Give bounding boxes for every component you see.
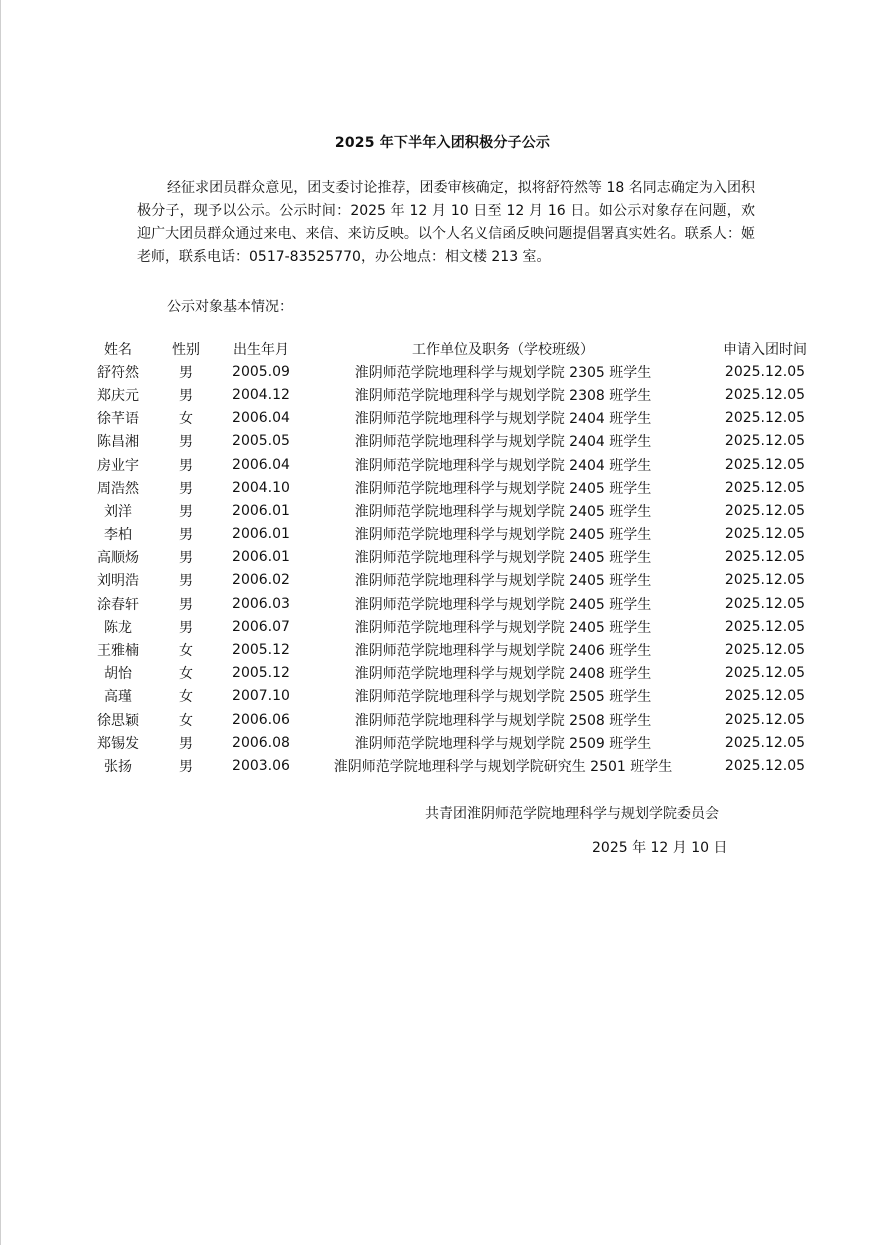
table-row [85, 430, 825, 453]
cell-unit: 淮阴师范学院地理科学与规划学院 2408 班学生 [354, 666, 652, 683]
cell-gender: 男 [179, 387, 193, 404]
cell-name: 房业宇 [97, 457, 139, 474]
cell-apply-date: 2025.12.05 [724, 549, 806, 566]
cell-unit: 淮阴师范学院地理科学与规划学院研究生 2501 班学生 [333, 758, 673, 775]
cell-apply-date: 2025.12.05 [724, 572, 806, 589]
cell-apply-date: 2025.12.05 [724, 711, 806, 728]
cell-gender: 女 [179, 712, 193, 729]
cell-gender: 男 [179, 527, 193, 544]
cell-apply-date: 2025.12.05 [724, 757, 806, 774]
cell-birth: 2007.10 [232, 688, 290, 705]
cell-birth: 2006.01 [232, 526, 290, 543]
cell-gender: 女 [179, 666, 193, 683]
cell-birth: 2004.10 [232, 479, 290, 496]
cell-birth: 2006.01 [232, 502, 290, 519]
header-unit: 工作单位及职务（学校班级） [412, 341, 594, 358]
cell-gender: 男 [179, 503, 193, 520]
table-row [85, 731, 825, 754]
cell-name: 郑庆元 [97, 387, 139, 404]
table-row [85, 638, 825, 661]
cell-name: 刘明浩 [97, 573, 139, 590]
cell-name: 王雅楠 [97, 643, 139, 660]
cell-birth: 2005.12 [232, 665, 290, 682]
table-row [85, 546, 825, 569]
table-row [85, 592, 825, 615]
cell-gender: 女 [179, 411, 193, 428]
cell-unit: 淮阴师范学院地理科学与规划学院 2405 班学生 [354, 550, 652, 567]
cell-name: 舒符然 [97, 364, 139, 381]
cell-apply-date: 2025.12.05 [724, 456, 806, 473]
signature-date: 2025 年 12 月 10 日 [592, 840, 728, 856]
table-row [85, 708, 825, 731]
cell-birth: 2006.01 [232, 549, 290, 566]
cell-gender: 女 [179, 689, 193, 706]
cell-birth: 2003.06 [232, 757, 290, 774]
cell-name: 李柏 [104, 527, 132, 544]
cell-name: 刘洋 [104, 503, 132, 520]
cell-unit: 淮阴师范学院地理科学与规划学院 2405 班学生 [354, 619, 652, 636]
cell-gender: 男 [179, 550, 193, 567]
cell-name: 高顺炀 [97, 550, 139, 567]
table-row [85, 685, 825, 708]
cell-gender: 男 [179, 758, 193, 775]
cell-gender: 女 [179, 643, 193, 660]
table-row [85, 569, 825, 592]
table-header-row [85, 337, 825, 360]
cell-apply-date: 2025.12.05 [724, 526, 806, 543]
cell-gender: 男 [179, 480, 193, 497]
cell-unit: 淮阴师范学院地理科学与规划学院 2406 班学生 [354, 643, 652, 660]
cell-unit: 淮阴师范学院地理科学与规划学院 2404 班学生 [354, 434, 652, 451]
cell-name: 涂春轩 [97, 596, 139, 613]
cell-gender: 男 [179, 596, 193, 613]
cell-unit: 淮阴师范学院地理科学与规划学院 2405 班学生 [354, 503, 652, 520]
cell-unit: 淮阴师范学院地理科学与规划学院 2405 班学生 [354, 596, 652, 613]
table-row [85, 360, 825, 383]
cell-unit: 淮阴师范学院地理科学与规划学院 2308 班学生 [354, 387, 652, 404]
cell-birth: 2006.02 [232, 572, 290, 589]
cell-unit: 淮阴师范学院地理科学与规划学院 2405 班学生 [354, 573, 652, 590]
cell-unit: 淮阴师范学院地理科学与规划学院 2405 班学生 [354, 527, 652, 544]
cell-apply-date: 2025.12.05 [724, 363, 806, 380]
table-row [85, 383, 825, 406]
cell-name: 张扬 [104, 758, 132, 775]
signature-org: 共青团淮阴师范学院地理科学与规划学院委员会 [425, 806, 719, 822]
cell-name: 徐思颖 [97, 712, 139, 729]
cell-apply-date: 2025.12.05 [724, 734, 806, 751]
cell-name: 徐芊语 [97, 411, 139, 428]
cell-birth: 2005.09 [232, 363, 290, 380]
cell-birth: 2006.04 [232, 456, 290, 473]
table-row [85, 476, 825, 499]
header-gender: 性别 [172, 341, 200, 358]
cell-apply-date: 2025.12.05 [724, 479, 806, 496]
cell-name: 高瑾 [104, 689, 132, 706]
cell-gender: 男 [179, 573, 193, 590]
cell-unit: 淮阴师范学院地理科学与规划学院 2404 班学生 [354, 457, 652, 474]
table-row [85, 662, 825, 685]
cell-unit: 淮阴师范学院地理科学与规划学院 2404 班学生 [354, 411, 652, 428]
intro-paragraph: 经征求团员群众意见，团支委讨论推荐，团委审核确定，拟将舒符然等 18 名同志确定为入团积极分子，现予以公示。公示时间：2025 年 12 月 10 日至 12 月 16 日。如公示对象存在问题，欢迎广大团员群众通过来电、来信、来访反映。以个人名义信函反映问题提倡署真实姓名。联系人：姬老师，联系电话：0517-83525770，办公地点：相文楼 213 室。 [137, 180, 755, 265]
table-row [85, 615, 825, 638]
cell-birth: 2006.04 [232, 410, 290, 427]
cell-birth: 2006.08 [232, 734, 290, 751]
cell-apply-date: 2025.12.05 [724, 595, 806, 612]
cell-name: 周浩然 [97, 480, 139, 497]
cell-name: 胡怡 [104, 666, 132, 683]
section-subheading: 公示对象基本情况： [167, 299, 293, 315]
cell-apply-date: 2025.12.05 [724, 665, 806, 682]
table-row [85, 407, 825, 430]
cell-gender: 男 [179, 434, 193, 451]
table-row [85, 523, 825, 546]
cell-unit: 淮阴师范学院地理科学与规划学院 2505 班学生 [354, 689, 652, 706]
cell-name: 郑锡发 [97, 735, 139, 752]
cell-birth: 2004.12 [232, 386, 290, 403]
roster-table [85, 337, 825, 778]
cell-apply-date: 2025.12.05 [724, 688, 806, 705]
header-apply-date: 申请入团时间 [723, 341, 807, 358]
cell-unit: 淮阴师范学院地理科学与规划学院 2305 班学生 [354, 364, 652, 381]
cell-unit: 淮阴师范学院地理科学与规划学院 2405 班学生 [354, 480, 652, 497]
cell-apply-date: 2025.12.05 [724, 433, 806, 450]
cell-unit: 淮阴师范学院地理科学与规划学院 2509 班学生 [354, 735, 652, 752]
cell-gender: 男 [179, 457, 193, 474]
header-name: 姓名 [104, 341, 132, 358]
cell-birth: 2006.06 [232, 711, 290, 728]
cell-birth: 2005.05 [232, 433, 290, 450]
cell-unit: 淮阴师范学院地理科学与规划学院 2508 班学生 [354, 712, 652, 729]
cell-apply-date: 2025.12.05 [724, 410, 806, 427]
cell-name: 陈龙 [104, 619, 132, 636]
cell-birth: 2006.03 [232, 595, 290, 612]
cell-gender: 男 [179, 735, 193, 752]
cell-birth: 2006.07 [232, 618, 290, 635]
header-birth: 出生年月 [233, 341, 289, 358]
cell-gender: 男 [179, 619, 193, 636]
table-row [85, 453, 825, 476]
roster-body [85, 360, 825, 777]
cell-name: 陈昌湘 [97, 434, 139, 451]
cell-apply-date: 2025.12.05 [724, 502, 806, 519]
table-row [85, 499, 825, 522]
table-row [85, 754, 825, 777]
cell-gender: 男 [179, 364, 193, 381]
page-title: 2025 年下半年入团积极分子公示 [334, 135, 551, 151]
cell-apply-date: 2025.12.05 [724, 642, 806, 659]
cell-apply-date: 2025.12.05 [724, 386, 806, 403]
cell-apply-date: 2025.12.05 [724, 618, 806, 635]
cell-birth: 2005.12 [232, 642, 290, 659]
